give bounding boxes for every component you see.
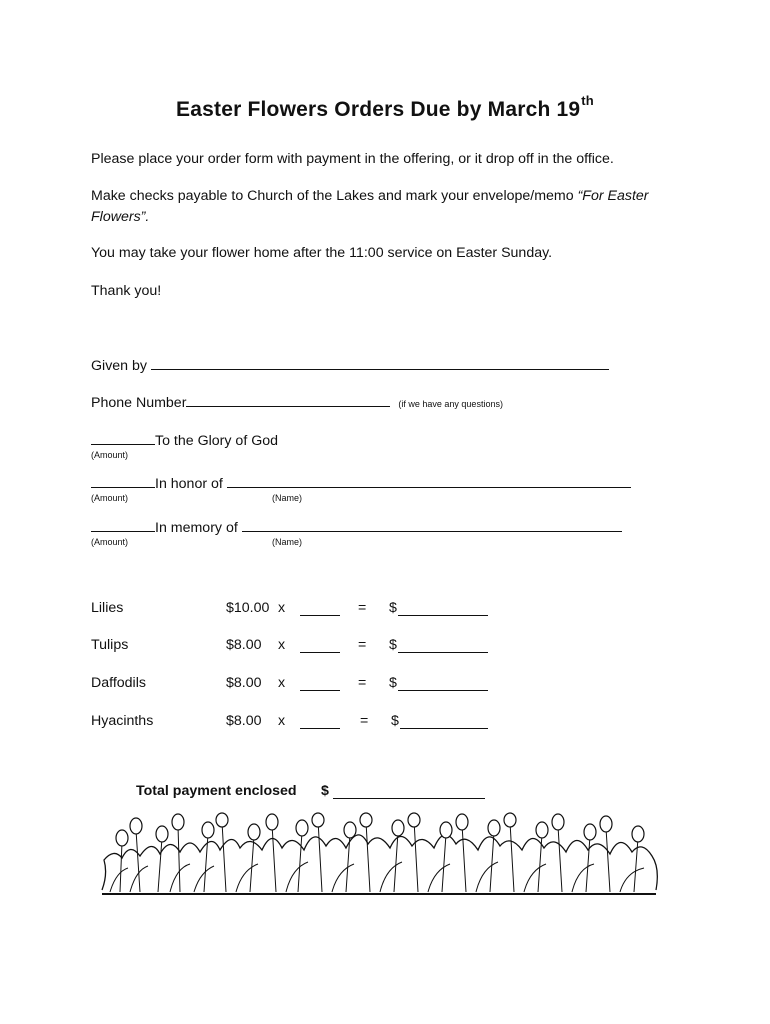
memory-name-field[interactable] xyxy=(242,519,622,532)
times-sign: x xyxy=(278,600,286,616)
honor-name-field[interactable] xyxy=(227,475,631,488)
instruction-line-2 xyxy=(91,186,691,228)
memory-label: In memory of xyxy=(155,520,238,536)
total-dollar-sign: $ xyxy=(321,783,329,799)
quantity-field[interactable] xyxy=(300,603,340,616)
memory-amount-field[interactable] xyxy=(91,519,155,532)
instruction-line-2-text: Make checks payable to Church of the Lakes and mark your envelope/memo xyxy=(91,188,578,204)
instruction-line-2-italic: “For Easter Flowers”. xyxy=(91,188,649,225)
flower-name: Lilies xyxy=(91,600,124,616)
flower-price: $10.00 xyxy=(226,600,270,616)
glory-amount-caption: (Amount) xyxy=(91,450,129,460)
flower-name: Hyacinths xyxy=(91,713,154,729)
flower-price: $8.00 xyxy=(226,637,262,653)
equals-sign: = xyxy=(358,600,367,616)
title-text: Easter Flowers Orders Due by March 19 xyxy=(176,98,581,121)
flower-border-illustration xyxy=(100,812,660,897)
flower-name: Daffodils xyxy=(91,675,146,691)
memory-name-caption: (Name) xyxy=(272,537,303,547)
equals-sign: = xyxy=(358,675,367,691)
subtotal-field[interactable] xyxy=(398,640,488,653)
equals-sign: = xyxy=(358,637,367,653)
instruction-line-3: You may take your flower home after the 11:00 service on Easter Sunday. xyxy=(91,245,553,261)
times-sign: x xyxy=(278,675,286,691)
dollar-sign: $ xyxy=(389,637,397,653)
flower-name: Tulips xyxy=(91,637,129,653)
equals-sign: = xyxy=(360,713,369,729)
total-label: Total payment enclosed xyxy=(136,783,297,799)
flower-price: $8.00 xyxy=(226,713,262,729)
memory-row xyxy=(91,519,622,536)
quantity-field[interactable] xyxy=(300,678,340,691)
quantity-field[interactable] xyxy=(300,640,340,653)
instruction-line-1: Please place your order form with payment in the offering, or it drop off in the office. xyxy=(91,151,614,167)
thank-you-text: Thank you! xyxy=(91,283,162,299)
times-sign: x xyxy=(278,637,286,653)
phone-row xyxy=(91,394,503,411)
page-title xyxy=(0,93,770,122)
phone-label: Phone Number xyxy=(91,395,187,411)
times-sign: x xyxy=(278,713,286,729)
given-by-field[interactable] xyxy=(151,357,609,370)
subtotal-field[interactable] xyxy=(398,603,488,616)
honor-row xyxy=(91,475,631,492)
flower-price: $8.00 xyxy=(226,675,262,691)
subtotal-field[interactable] xyxy=(398,678,488,691)
dollar-sign: $ xyxy=(391,713,399,729)
glory-amount-field[interactable] xyxy=(91,432,155,445)
honor-label: In honor of xyxy=(155,476,223,492)
phone-note: (if we have any questions) xyxy=(398,399,503,409)
honor-amount-caption: (Amount) xyxy=(91,493,129,503)
memory-amount-caption: (Amount) xyxy=(91,537,129,547)
phone-field[interactable] xyxy=(186,394,390,407)
total-field[interactable] xyxy=(333,786,485,799)
title-superscript: th xyxy=(581,93,594,108)
honor-name-caption: (Name) xyxy=(272,493,303,503)
honor-amount-field[interactable] xyxy=(91,475,155,488)
glory-row xyxy=(91,432,278,449)
given-by-row xyxy=(91,357,609,374)
dollar-sign: $ xyxy=(389,600,397,616)
dollar-sign: $ xyxy=(389,675,397,691)
subtotal-field[interactable] xyxy=(400,716,488,729)
quantity-field[interactable] xyxy=(300,716,340,729)
given-by-label: Given by xyxy=(91,358,147,374)
glory-label: To the Glory of God xyxy=(155,433,279,449)
